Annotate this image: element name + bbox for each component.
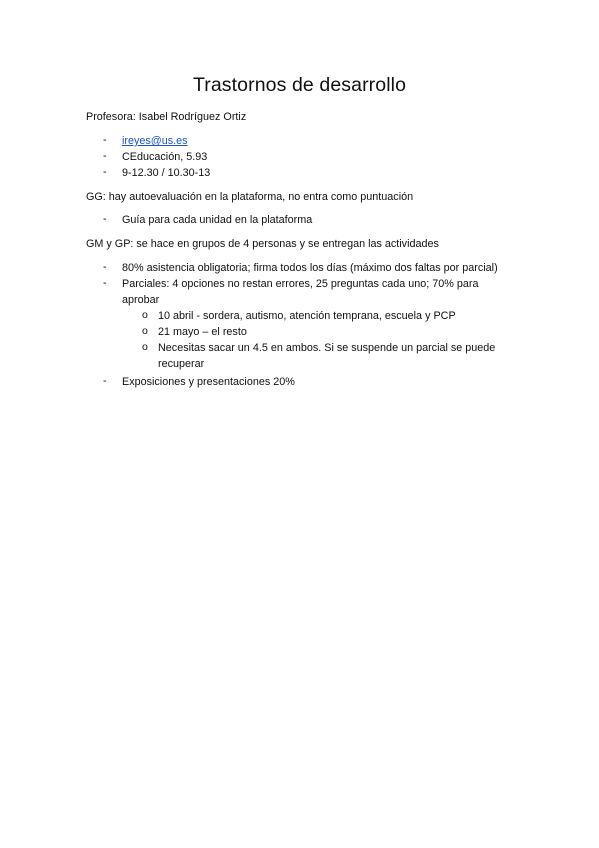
office-item: CEducación, 5.93	[122, 151, 208, 163]
bullet-circle: o	[142, 309, 148, 321]
document-title: Trastornos de desarrollo	[192, 74, 407, 96]
hours-item: 9-12.30 / 10.30-13	[122, 167, 211, 179]
parciales-item-line2: aprobar	[122, 294, 160, 306]
gg-heading: GG: hay autoevaluación en la plataforma, no entra como puntuación	[86, 191, 414, 203]
mayo-subitem: 21 mayo – el resto	[158, 326, 247, 338]
profesora-line: Profesora: Isabel Rodríguez Ortiz	[86, 111, 247, 123]
bullet-dash: -	[103, 166, 107, 178]
abril-subitem: 10 abril - sordera, autismo, atención temprana, escuela y PCP	[158, 310, 456, 322]
bullet-dash: -	[103, 150, 107, 162]
asistencia-item: 80% asistencia obligatoria; firma todos los días (máximo dos faltas por parcial)	[122, 262, 498, 274]
bullet-dash: -	[103, 134, 107, 146]
sacar-subitem-line1: Necesitas sacar un 4.5 en ambos. Si se suspende un parcial se puede	[158, 342, 496, 354]
bullet-circle: o	[142, 341, 148, 353]
exposiciones-item: Exposiciones y presentaciones 20%	[122, 376, 295, 388]
bullet-dash: -	[103, 261, 107, 273]
bullet-dash: -	[103, 213, 107, 225]
bullet-dash: -	[103, 375, 107, 387]
sacar-subitem-line2: recuperar	[158, 358, 205, 370]
gm-heading: GM y GP: se hace en grupos de 4 personas y se entregan las actividades	[86, 238, 439, 250]
parciales-item-line1: Parciales: 4 opciones no restan errores, 25 preguntas cada uno; 70% para	[122, 278, 479, 290]
bullet-circle: o	[142, 325, 148, 337]
gg-item: Guía para cada unidad en la plataforma	[122, 214, 313, 226]
email-link[interactable]: ireyes@us.es	[122, 135, 188, 147]
bullet-dash: -	[103, 277, 107, 289]
